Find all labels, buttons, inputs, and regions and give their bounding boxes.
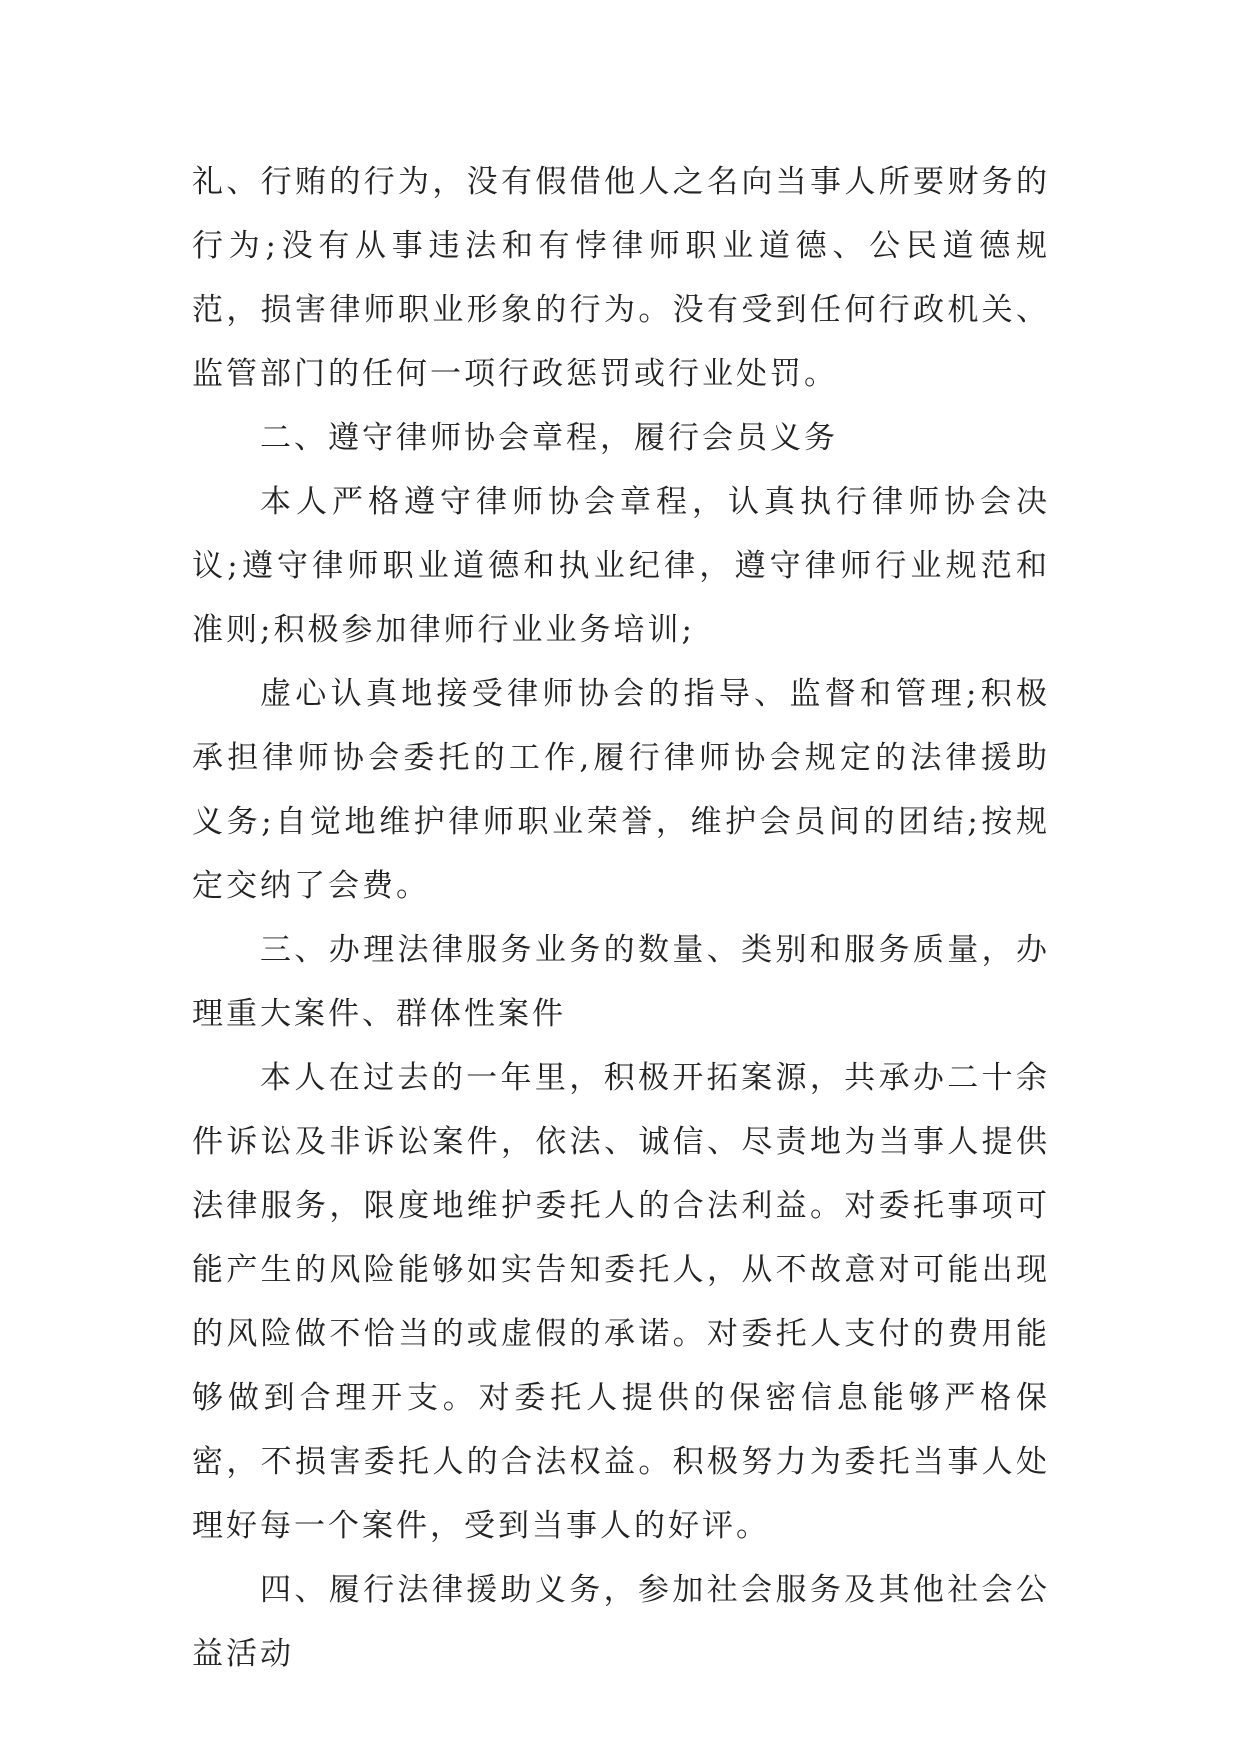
document-body — [192, 150, 1050, 1686]
section-heading-2: 二、遵守律师协会章程，履行会员义务 — [260, 420, 838, 456]
paragraph-cases-handled: 本人在过去的一年里，积极开拓案源，共承办二十余件诉讼及非诉讼案件，依法、诚信、尽责地为当事人提供法律服务，限度地维护委托人的合法利益。对委托事项可能产生的风险能够如实告知委托人，从不故意对可能出现的风险做不恰当的或虚假的承诺。对委托人支付的费用能够做到合理开支。对委托人提供的保密信息能够严格保密，不损害委托人的合法权益。积极努力为委托当事人处理好每一个案件，受到当事人的好评。 — [192, 1060, 1050, 1544]
paragraph-association-duties: 虚心认真地接受律师协会的指导、监督和管理;积极承担律师协会委托的工作,履行律师协会规定的法律援助义务;自觉地维护律师职业荣誉，维护会员间的团结;按规定交纳了会费。 — [192, 676, 1050, 904]
section-heading-3: 三、办理法律服务业务的数量、类别和服务质量，办理重大案件、群体性案件 — [192, 932, 1050, 1032]
section-heading-4: 四、履行法律援助义务，参加社会服务及其他社会公益活动 — [192, 1572, 1050, 1672]
paragraph-association-rules: 本人严格遵守律师协会章程，认真执行律师协会决议;遵守律师职业道德和执业纪律，遵守律师行业规范和准则;积极参加律师行业业务培训; — [192, 484, 1050, 648]
paragraph-continuation: 礼、行贿的行为，没有假借他人之名向当事人所要财务的行为;没有从事违法和有悖律师职业道德、公民道德规范，损害律师职业形象的行为。没有受到任何行政机关、监管部门的任何一项行政惩罚或行业处罚。 — [192, 164, 1050, 392]
